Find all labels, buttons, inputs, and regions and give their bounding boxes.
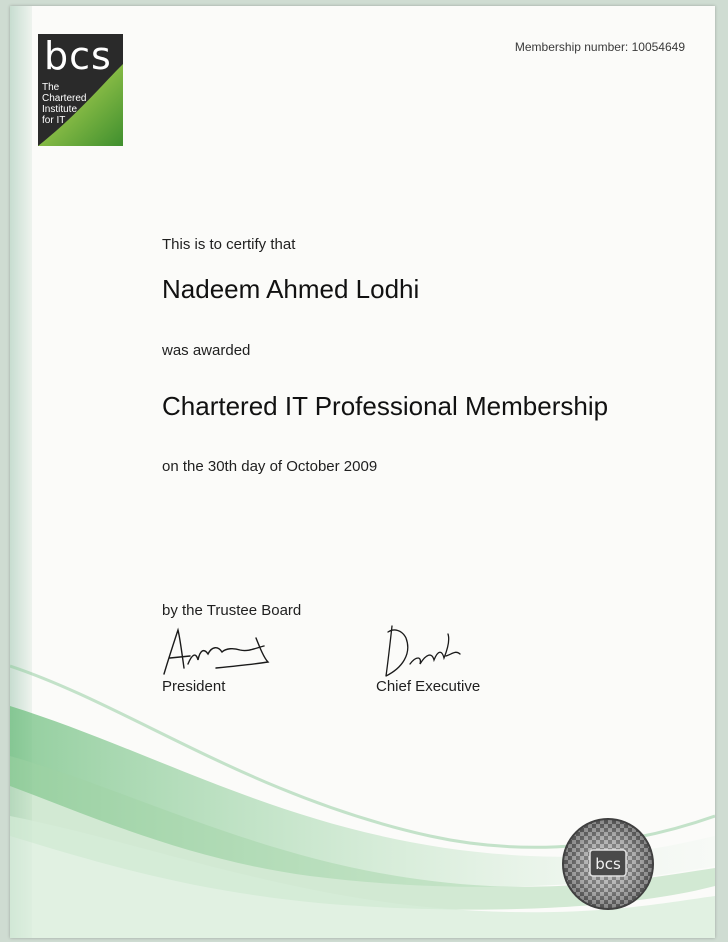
logo-wordmark: bcs: [44, 34, 112, 78]
membership-number: Membership number: 10054649: [514, 40, 685, 54]
recipient-name: Nadeem Ahmed Lodhi: [162, 274, 420, 304]
chief-executive-label: Chief Executive: [376, 678, 481, 695]
trustee-board-text: by the Trustee Board: [162, 602, 302, 619]
certify-intro: This is to certify that: [162, 236, 296, 253]
certificate-page: [10, 6, 715, 938]
award-title: Chartered IT Professional Membership: [162, 391, 609, 421]
bcs-logo: [38, 34, 123, 146]
awarded-text: was awarded: [162, 342, 251, 359]
president-label: President: [162, 678, 226, 695]
logo-tagline: The Chartered Institute for IT: [42, 82, 87, 126]
award-date: on the 30th day of October 2009: [162, 458, 378, 475]
hologram-seal: [560, 816, 656, 912]
seal-text: bcs: [595, 855, 621, 873]
